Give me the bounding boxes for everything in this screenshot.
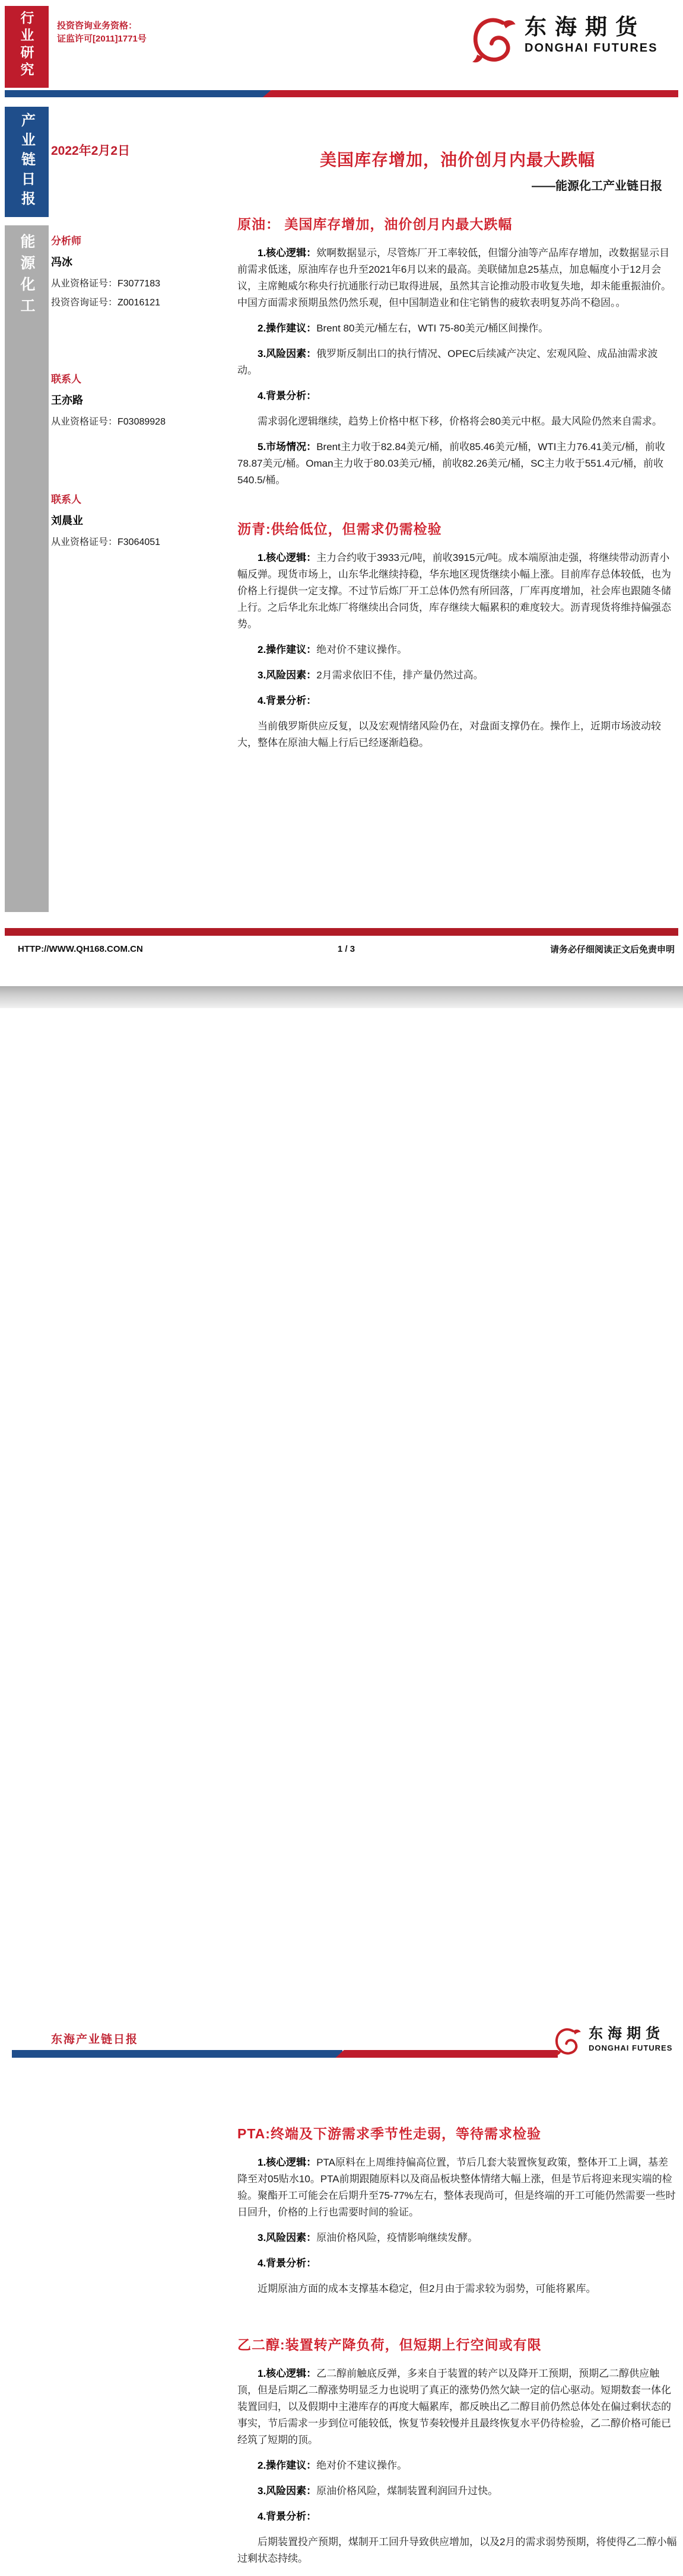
header-divider — [5, 90, 678, 97]
logo-chinese-name: 东海期货 — [589, 2026, 665, 2042]
page-footer — [5, 943, 678, 955]
contact-cert: 从业资格证号：F3064051 — [51, 537, 161, 547]
paragraph-lead: 3.风险因素： — [258, 2232, 317, 2243]
section-heading-meg: 乙二醇:装置转产降负荷，但短期上行空间或有限 — [237, 2337, 542, 2352]
section-heading-pta: PTA:终端及下游需求季节性走弱，等待需求检验 — [237, 2126, 541, 2141]
report-date: 2022年2月2日 — [51, 144, 131, 158]
contact-block-2 — [51, 491, 229, 548]
logo-chinese-name: 东海期货 — [525, 15, 646, 39]
paragraph: 3.风险因素：俄罗斯反制出口的执行情况、OPEC后续减产决定、宏观风险、成品油需求波动。 — [237, 348, 658, 376]
qualification-text — [57, 20, 147, 46]
analyst-block — [51, 232, 229, 308]
paragraph-lead: 4.背景分析： — [258, 2511, 317, 2522]
analyst-contact-column — [51, 232, 229, 553]
paragraph-lead: 4.背景分析： — [258, 695, 317, 706]
divider-red-segment — [336, 2050, 558, 2058]
donghai-logo — [468, 13, 657, 68]
paragraph: 1.核心逻辑：主力合约收于3933元/吨，前收3915元/吨。成本端原油走强，将继续带动沥青小幅反弹。现货市场上，山东华北继续持稳，华东地区现货继续小幅上涨。目前库存总体较低，也为价格上行提供一定支撑。不过节后炼厂开工总体仍然有所回落，厂库再度增加，社会库也跟随冬储上行。之后华北东北炼厂将继续出合同货，库存继续大幅累积的难度较大。沥青现货将维持偏强态势。 — [237, 552, 671, 630]
paragraph-lead: 1.核心逻辑： — [258, 2157, 317, 2168]
paragraph — [237, 388, 678, 404]
footer-divider-bar — [5, 928, 678, 936]
logo-english-name: DONGHAI FUTURES — [589, 2043, 673, 2052]
logo-text — [589, 2025, 672, 2052]
paragraph: 3.风险因素：2月需求依旧不佳，排产量仍然过高。 — [258, 669, 484, 681]
page-separator — [0, 986, 683, 1008]
footer-url: HTTP://WWW.QH168.COM.CN — [18, 944, 143, 954]
industry-research-badge-label: 行业研究 — [18, 11, 34, 79]
dragon-logo-icon — [552, 2025, 583, 2059]
qualification-line-1: 投资咨询业务资格： — [57, 21, 138, 31]
paragraph-lead: 2.操作建议： — [258, 2460, 317, 2471]
divider-blue-segment — [5, 90, 271, 97]
chain-daily-badge-label: 产业链日报 — [18, 113, 35, 211]
paragraph-lead: 4.背景分析： — [258, 390, 317, 401]
spacer — [51, 433, 229, 491]
paragraph: 需求弱化逻辑继续，趋势上价格中枢下移，价格将会80美元中枢。最大风险仍然来自需求。 — [258, 416, 662, 427]
paragraph: 近期原油方面的成本支撑基本稳定，但2月由于需求较为弱势，可能将累库。 — [258, 2283, 596, 2294]
logo-text — [525, 13, 657, 55]
qualification-line-2: 证监许可[2011]1771号 — [57, 34, 147, 44]
section-heading-crude-oil: 原油： 美国库存增加，油价创月内最大跌幅 — [237, 216, 513, 232]
paragraph-lead: 2.操作建议： — [258, 323, 317, 334]
page1-content — [237, 213, 678, 760]
energy-chem-badge-label: 能源化工 — [18, 234, 35, 319]
industry-research-badge — [5, 6, 49, 88]
paragraph-lead: 1.核心逻辑： — [258, 247, 317, 259]
paragraph: 3.风险因素：原油价格风险，疫情影响继续发酵。 — [258, 2232, 478, 2243]
paragraph — [237, 2508, 678, 2525]
paragraph: 当前俄罗斯供应反复，以及宏观情绪风险仍在，对盘面支撑仍在。操作上，近期市场波动较大，整体在原油大幅上行后已经逐渐趋稳。 — [237, 720, 661, 748]
paragraph: 1.核心逻辑：乙二醇前触底反弹，多来自于装置的转产以及降开工预期，预期乙二醇供应触顶，但是后期乙二醇涨势明显乏力也说明了真正的涨势仍然欠缺一定的信心驱动。短期数套一体化装置回归，以及假期中主港库存的再度大幅累库，都反映出乙二醇目前仍然总体处在偏过剩状态的事实，节后需求一步到位可能较低，恢复节奏较慢并且最终恢复水平仍待检验，乙二醇价格可能已经筑了短期的顶。 — [237, 2368, 671, 2446]
report-subtitle: ——能源化工产业链日报 — [532, 180, 662, 193]
page-1 — [0, 0, 683, 986]
analyst-cert-2: 投资咨询证号：Z0016121 — [51, 298, 161, 308]
paragraph: 2.操作建议：Brent 80美元/桶左右，WTI 75-80美元/桶区间操作。 — [258, 323, 549, 334]
paragraph-lead: 2.操作建议： — [258, 644, 317, 655]
contact-name: 王亦路 — [51, 394, 83, 406]
paragraph: 2.操作建议：绝对价不建议操作。 — [258, 644, 408, 655]
section-heading-asphalt: 沥青:供给低位，但需求仍需检验 — [237, 521, 442, 537]
logo-english-name: DONGHAI FUTURES — [525, 42, 658, 55]
paragraph-lead: 3.风险因素： — [258, 348, 317, 359]
analyst-name: 冯冰 — [51, 256, 72, 268]
energy-chem-badge — [5, 225, 49, 912]
chain-daily-badge — [5, 107, 49, 217]
divider-red-segment — [263, 90, 678, 97]
divider-blue-segment — [12, 2050, 342, 2058]
paragraph — [237, 693, 678, 709]
paragraph: 1.核心逻辑：PTA原料在上周维持偏高位置，节后几套大装置恢复政策，整体开工上调，基差降至对05贴水10。PTA前期跟随原料以及商品板块整体情绪大幅上涨，但是节后将迎来现实端的检验。聚酯开工可能会在后期升至75-77%左右，整体表现尚可，但是终端的开工可能仍然需要一些时日回升，价格的上行也需要时间的验证。 — [237, 2157, 676, 2218]
report-title: 美国库存增加，油价创月内最大跌幅 — [319, 151, 595, 169]
paragraph-lead: 3.风险因素： — [258, 2485, 317, 2497]
paragraph: 3.风险因素：原油价格风险，煤制装置利润回升过快。 — [258, 2485, 498, 2497]
analyst-cert-1: 从业资格证号：F3077183 — [51, 279, 161, 289]
contact-block-1 — [51, 371, 229, 428]
analyst-role-label: 分析师 — [51, 235, 81, 247]
contact-name: 刘晨业 — [51, 515, 83, 527]
spacer — [51, 314, 229, 371]
dragon-logo-icon — [468, 13, 519, 68]
footer-page-number: 1 / 3 — [337, 944, 355, 954]
page-2 — [0, 1008, 683, 2564]
paragraph — [237, 2255, 678, 2272]
paragraph: 后期装置投产预期，煤制开工回升导致供应增加，以及2月的需求弱势预期，将使得乙二醇小幅过剩状态持续。 — [237, 2536, 677, 2564]
paragraph: 5.市场情况：Brent主力收于82.84美元/桶，前收85.46美元/桶，WTI主力76.41美元/桶，前收78.87美元/桶。Oman主力收于80.03美元/桶，前收82.26美元/桶，SC主力收于551.4元/桶，前收540.5/桶。 — [237, 441, 665, 486]
contact-cert: 从业资格证号：F03089928 — [51, 417, 166, 427]
paragraph-lead: 1.核心逻辑： — [258, 552, 317, 563]
paragraph-lead: 5.市场情况： — [258, 441, 317, 452]
donghai-logo — [552, 2025, 672, 2059]
contact-role-label: 联系人 — [51, 494, 81, 505]
paragraph-lead: 4.背景分析： — [258, 2258, 317, 2269]
paragraph: 1.核心逻辑：欸啊数据显示，尽管炼厂开工率较低，但馏分油等产品库存增加，改数据显示目前需求低迷，原油库存也升至2021年6月以来的最高。美联储加息25基点，加息幅度小于12月会议，主席鲍威尔称央行抗通胀行动已取得进展，虽然其言论推动股市收复失地，却未能重振油价。中国方面需求预期虽然仍然乐观，但中国制造业和住宅销售的疲软表明复苏尚不稳固。。 — [237, 247, 671, 308]
page2-content — [237, 2123, 678, 2576]
paragraph: 2.操作建议：绝对价不建议操作。 — [258, 2460, 408, 2471]
header-divider — [12, 2050, 558, 2058]
page2-header-title: 东海产业链日报 — [51, 2033, 139, 2046]
contact-role-label: 联系人 — [51, 374, 81, 385]
paragraph-lead: 3.风险因素： — [258, 669, 317, 681]
footer-disclaimer: 请务必仔细阅读正文后免责申明 — [549, 945, 675, 955]
paragraph-lead: 1.核心逻辑： — [258, 2368, 317, 2379]
